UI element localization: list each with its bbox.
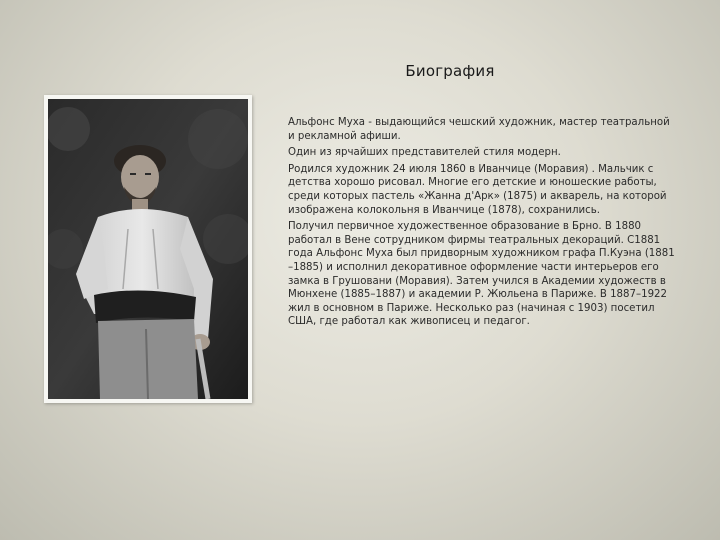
slide-title: Биография <box>405 62 495 80</box>
photo-portrait-icon <box>48 99 248 399</box>
paragraph-intro: Альфонс Муха - выдающийся чешский художник, мастер театральной и рекламной афиши. <box>288 117 670 142</box>
biography-text <box>288 116 678 332</box>
portrait-photo <box>44 95 252 403</box>
paragraph-birth: Родился художник 24 июля 1860 в Иванчице (Моравия) . Мальчик с детства хорошо рисовал. Многие его детские и юношеские работы, среди которых пастель «Жанна д'Арк» (1875) и акварель, на которой изображена колокольня в Иванчице (1878), сохранились. <box>288 163 667 216</box>
paragraph-style: Один из ярчайших представителей стиля модерн. <box>288 147 561 159</box>
paragraph-career: Получил первичное художественное образование в Брно. В 1880 работал в Вене сотрудником фирмы театральных декораций. С1881 года Альфонс Муха был придворным художником графа П.Куэна (1881 –1885) и исполнил декоративное оформление части интерьеров его замка в Грушовани (Моравия). Затем учился в Академии художеств в Мюнхене (1885–1887) и академии Р. Жюльена в Париже. В 1887–1922 жил в основном в Париже. Несколько раз (начиная с 1903) посетил США, где работал как живописец и педагог. <box>288 221 675 328</box>
